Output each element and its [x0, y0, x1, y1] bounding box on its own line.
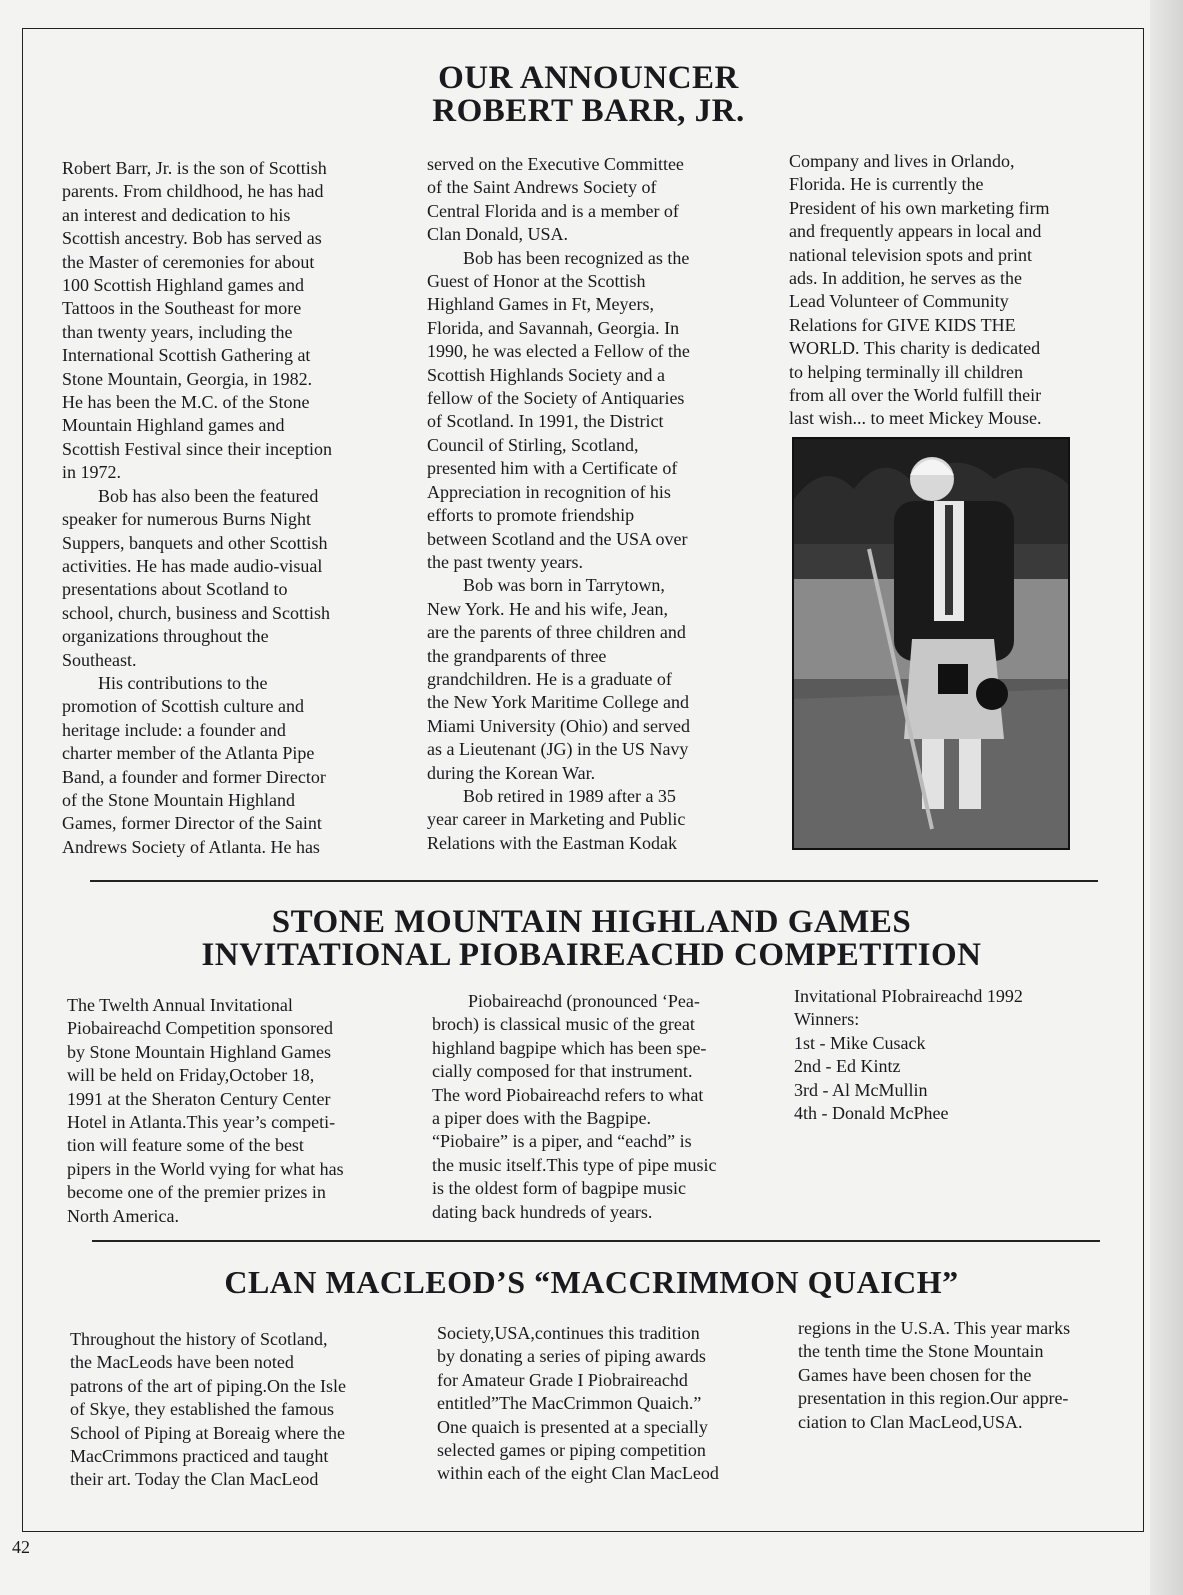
text-line: a piper does with the Bagpipe.	[432, 1108, 651, 1129]
text-line: pipers in the World vying for what has	[67, 1158, 344, 1179]
text-line: Invitational PIobraireachd 1992	[794, 986, 1023, 1006]
text-line: WORLD. This charity is dedicated	[789, 338, 1041, 359]
text-line: organizations throughout the	[62, 626, 269, 647]
piobaireachd-title	[0, 906, 1183, 972]
text-line: North America.	[67, 1205, 179, 1226]
text-line: activities. He has made audio-visual	[62, 555, 323, 576]
text-line: Relations with the Eastman Kodak	[427, 832, 677, 853]
text-line: selected games or piping competition	[437, 1440, 706, 1461]
announcer-column-2	[427, 153, 690, 855]
text-line: the tenth time the Stone Mountain	[798, 1341, 1044, 1362]
text-line: by donating a series of piping awards	[437, 1346, 706, 1367]
text-line: Suppers, banquets and other Scottish	[62, 532, 328, 553]
text-line: 1990, he was elected a Fellow of the	[427, 341, 690, 362]
page-edge-shadow	[1150, 0, 1183, 1595]
text-line: President of his own marketing firm	[789, 197, 1050, 218]
text-line: are the parents of three children and	[427, 622, 686, 643]
text-line: Bob retired in 1989 after a 35	[463, 785, 676, 806]
text-line: as a Lieutenant (JG) in the US Navy	[427, 739, 689, 760]
text-line: between Scotland and the USA over	[427, 528, 688, 549]
text-line: Bob has been recognized as the	[463, 247, 690, 268]
text-line: year career in Marketing and Public	[427, 809, 686, 830]
text-line: Central Florida and is a member of	[427, 200, 679, 221]
text-line: Tattoos in the Southeast for more	[62, 298, 302, 319]
text-line: by Stone Mountain Highland Games	[67, 1041, 331, 1062]
text-line: presentation in this region.Our appre-	[798, 1388, 1069, 1409]
text-line: ads. In addition, he serves as the	[789, 268, 1022, 289]
text-line: Games, former Director of the Saint	[62, 813, 322, 834]
text-line: Andrews Society of Atlanta. He has	[62, 836, 320, 857]
text-line: tion will feature some of the best	[67, 1135, 304, 1156]
quaich-column-2	[437, 1322, 719, 1486]
announcer-title-line1: OUR ANNOUNCER	[438, 60, 739, 96]
text-line: patrons of the art of piping.On the Isle	[70, 1375, 346, 1396]
text-line: for Amateur Grade I Piobraireachd	[437, 1369, 688, 1390]
text-line: Florida, and Savannah, Georgia. In	[427, 317, 680, 338]
text-line: 1st - Mike Cusack	[794, 1032, 926, 1053]
text-line: the grandparents of three	[427, 645, 607, 666]
text-line: Bob has also been the featured	[98, 485, 319, 506]
text-line: the Master of ceremonies for about	[62, 251, 315, 272]
announcer-title-line2: ROBERT BARR, JR.	[432, 93, 745, 129]
section-divider	[90, 880, 1098, 882]
quaich-column-3	[798, 1317, 1070, 1434]
text-line: Robert Barr, Jr. is the son of Scottish	[62, 158, 327, 178]
text-line: Society,USA,continues this tradition	[437, 1323, 700, 1343]
text-line: the past twenty years.	[427, 551, 583, 572]
text-line: Miami University (Ohio) and served	[427, 715, 690, 736]
text-line: Mountain Highland games and	[62, 415, 285, 436]
text-line: The Twelth Annual Invitational	[67, 995, 293, 1015]
piobaireachd-title-line1: STONE MOUNTAIN HIGHLAND GAMES	[271, 904, 912, 940]
piobaireachd-winners	[794, 985, 1023, 1125]
text-line: Games have been chosen for the	[798, 1364, 1032, 1385]
text-line: from all over the World fulfill their	[789, 385, 1042, 406]
text-line: within each of the eight Clan MacLeod	[437, 1463, 719, 1484]
text-line: “Piobaire” is a piper, and “eachd” is	[432, 1131, 692, 1152]
text-line: He has been the M.C. of the Stone	[62, 392, 310, 413]
text-line: School of Piping at Boreaig where the	[70, 1422, 345, 1443]
text-line: and frequently appears in local and	[789, 221, 1042, 242]
text-line: 2nd - Ed Kintz	[794, 1056, 901, 1077]
text-line: highland bagpipe which has been spe-	[432, 1037, 707, 1058]
text-line: promotion of Scottish culture and	[62, 696, 304, 717]
text-line: Band, a founder and former Director	[62, 766, 326, 787]
text-line: regions in the U.S.A. This year marks	[798, 1318, 1071, 1338]
text-line: Piobaireachd (pronounced ‘Pea-	[468, 991, 700, 1011]
text-line: Relations for GIVE KIDS THE	[789, 314, 1016, 335]
text-line: heritage include: a founder and	[62, 719, 286, 740]
text-line: Scottish ancestry. Bob has served as	[62, 228, 322, 249]
text-line: broch) is classical music of the great	[432, 1014, 695, 1035]
text-line: than twenty years, including the	[62, 321, 293, 342]
announcer-title	[0, 62, 1180, 128]
piobaireachd-column-1	[67, 994, 344, 1228]
text-line: Stone Mountain, Georgia, in 1982.	[62, 368, 313, 389]
text-line: of the Saint Andrews Society of	[427, 177, 657, 198]
text-line: One quaich is presented at a specially	[437, 1416, 708, 1437]
text-line: 1991 at the Sheraton Century Center	[67, 1088, 331, 1109]
announcer-column-3	[789, 150, 1049, 431]
text-line: their art. Today the Clan MacLeod	[70, 1469, 319, 1490]
text-line: Guest of Honor at the Scottish	[427, 271, 646, 292]
piobaireachd-column-2	[432, 990, 716, 1224]
robert-barr-photo	[792, 437, 1070, 850]
text-line: Winners:	[794, 1009, 860, 1030]
text-line: the New York Maritime College and	[427, 692, 689, 713]
text-line: become one of the premier prizes in	[67, 1182, 326, 1203]
announcer-column-1	[62, 157, 332, 859]
text-line: last wish... to meet Mickey Mouse.	[789, 408, 1042, 429]
text-line: Scottish Highlands Society and a	[427, 364, 665, 385]
text-line: MacCrimmons practiced and taught	[70, 1446, 329, 1467]
text-line: school, church, business and Scottish	[62, 602, 330, 623]
page-number: 42	[12, 1537, 30, 1557]
text-line: presented him with a Certificate of	[427, 458, 678, 479]
text-line: Council of Stirling, Scotland,	[427, 434, 639, 455]
text-line: New York. He and his wife, Jean,	[427, 598, 668, 619]
text-line: is the oldest form of bagpipe music	[432, 1178, 686, 1199]
text-line: of the Stone Mountain Highland	[62, 789, 295, 810]
text-line: Throughout the history of Scotland,	[70, 1329, 328, 1349]
text-line: Piobaireachd Competition sponsored	[67, 1018, 333, 1039]
text-line: to helping terminally ill children	[789, 361, 1023, 382]
text-line: cially composed for that instrument.	[432, 1061, 693, 1082]
text-line: grandchildren. He is a graduate of	[427, 668, 672, 689]
text-line: served on the Executive Committee	[427, 154, 684, 174]
text-line: fellow of the Society of Antiquaries	[427, 388, 685, 409]
text-line: The word Piobaireachd refers to what	[432, 1084, 704, 1105]
text-line: Southeast.	[62, 649, 137, 670]
text-line: of Scotland. In 1991, the District	[427, 411, 664, 432]
text-line: speaker for numerous Burns Night	[62, 509, 311, 530]
text-line: Scottish Festival since their inception	[62, 438, 332, 459]
quaich-column-1	[70, 1328, 346, 1492]
section-divider	[92, 1240, 1100, 1242]
quaich-title: CLAN MACLEOD’S “MACCRIMMON QUAICH”	[224, 1264, 959, 1300]
text-line: in 1972.	[62, 462, 122, 483]
text-line: Bob was born in Tarrytown,	[463, 575, 665, 596]
text-line: Appreciation in recognition of his	[427, 481, 671, 502]
text-line: parents. From childhood, he has had	[62, 181, 324, 202]
text-line: ciation to Clan MacLeod,USA.	[798, 1411, 1023, 1432]
text-line: Hotel in Atlanta.This year’s competi-	[67, 1112, 336, 1133]
text-line: 3rd - Al McMullin	[794, 1079, 928, 1100]
text-line: during the Korean War.	[427, 762, 596, 783]
text-line: the music itself.This type of pipe music	[432, 1154, 717, 1175]
text-line: entitled”The MacCrimmon Quaich.”	[437, 1393, 702, 1414]
text-line: dating back hundreds of years.	[432, 1201, 653, 1222]
text-line: the MacLeods have been noted	[70, 1352, 294, 1373]
text-line: Highland Games in Ft, Meyers,	[427, 294, 654, 315]
text-line: national television spots and print	[789, 244, 1032, 265]
text-line: His contributions to the	[98, 672, 268, 693]
text-line: an interest and dedication to his	[62, 204, 291, 225]
text-line: Florida. He is currently the	[789, 174, 984, 195]
text-line: efforts to promote friendship	[427, 505, 635, 526]
text-line: 100 Scottish Highland games and	[62, 275, 304, 296]
text-line: charter member of the Atlanta Pipe	[62, 743, 315, 764]
text-line: International Scottish Gathering at	[62, 345, 311, 366]
text-line: will be held on Friday,October 18,	[67, 1065, 315, 1086]
text-line: Clan Donald, USA.	[427, 224, 568, 245]
text-line: Lead Volunteer of Community	[789, 291, 1009, 312]
text-line: 4th - Donald McPhee	[794, 1103, 949, 1124]
text-line: presentations about Scotland to	[62, 579, 288, 600]
text-line: Company and lives in Orlando,	[789, 151, 1015, 171]
text-line: of Skye, they established the famous	[70, 1399, 334, 1420]
piobaireachd-title-line2: INVITATIONAL PIOBAIREACHD COMPETITION	[201, 937, 982, 973]
